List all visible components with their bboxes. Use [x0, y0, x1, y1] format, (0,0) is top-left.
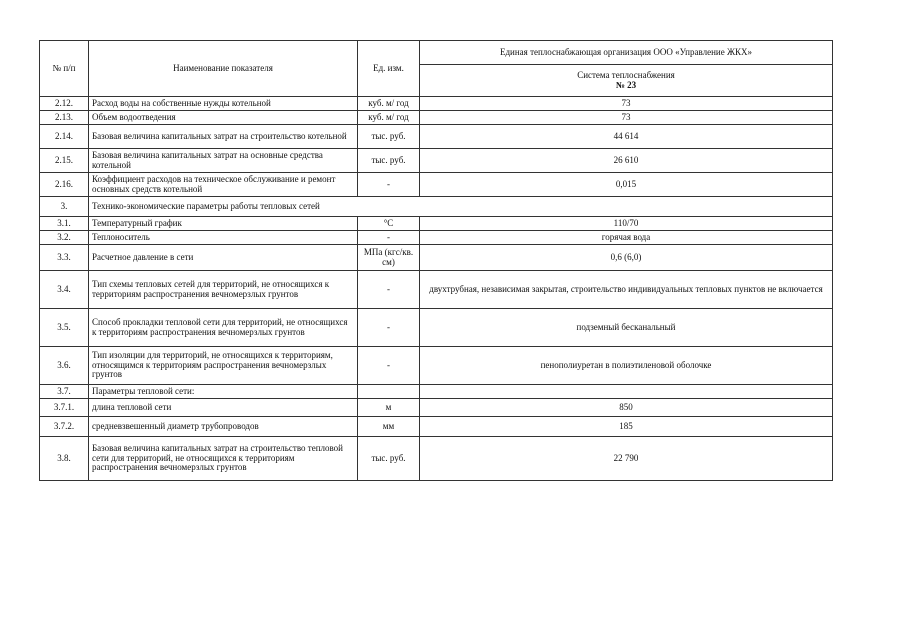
row-value: 44 614 [420, 125, 833, 149]
row-unit: мм [358, 417, 420, 437]
table-row [40, 417, 833, 437]
row-name: Расход воды на собственные нужды котельной [89, 97, 358, 111]
row-value: 73 [420, 97, 833, 111]
indicators-table [39, 40, 833, 481]
row-name: Базовая величина капитальных затрат на основные средства котельной [89, 149, 358, 173]
row-num: 2.12. [40, 97, 89, 111]
row-name: Тип изоляции для территорий, не относящихся к территориям, относящимся к территориям распространения вечномерзлых грунтов [89, 347, 358, 385]
header-org: Единая теплоснабжающая организация ООО «Управление ЖКХ» [420, 41, 833, 65]
table-row [40, 149, 833, 173]
row-unit: тыс. руб. [358, 437, 420, 481]
row-num: 3.6. [40, 347, 89, 385]
row-value: двухтрубная, независимая закрытая, строительство индивидуальных тепловых пунктов не включается [420, 271, 833, 309]
row-num: 3.8. [40, 437, 89, 481]
row-unit: куб. м/ год [358, 97, 420, 111]
row-value: 0,015 [420, 173, 833, 197]
row-unit: - [358, 231, 420, 245]
row-name: Тип схемы тепловых сетей для территорий, не относящихся к территориям распространения вечномерзлых грунтов [89, 271, 358, 309]
row-value: пенополиуретан в полиэтиленовой оболочке [420, 347, 833, 385]
row-num: 3.7.2. [40, 417, 89, 437]
row-unit: - [358, 309, 420, 347]
row-num: 3.5. [40, 309, 89, 347]
header-name: Наименование показателя [89, 41, 358, 97]
table-row [40, 347, 833, 385]
table-row [40, 437, 833, 481]
table-row [40, 111, 833, 125]
row-unit [358, 385, 420, 399]
section-row [40, 197, 833, 217]
row-unit: - [358, 173, 420, 197]
row-name: Параметры тепловой сети: [89, 385, 358, 399]
row-value: 22 790 [420, 437, 833, 481]
row-value: 73 [420, 111, 833, 125]
table-row [40, 271, 833, 309]
row-name: Коэффициент расходов на техническое обслуживание и ремонт основных средств котельной [89, 173, 358, 197]
row-name: Базовая величина капитальных затрат на строительство тепловой сети для территорий, не относящихся к территориям распространения вечномерзлых грунтов [89, 437, 358, 481]
row-num: 3.2. [40, 231, 89, 245]
table-row [40, 245, 833, 271]
row-num: 3.3. [40, 245, 89, 271]
row-name: Способ прокладки тепловой сети для территорий, не относящихся к территориям распространения вечномерзлых грунтов [89, 309, 358, 347]
row-unit: тыс. руб. [358, 125, 420, 149]
header-num: № п/п [40, 41, 89, 97]
row-unit: °С [358, 217, 420, 231]
row-name: Объем водоотведения [89, 111, 358, 125]
table-row [40, 399, 833, 417]
section-title: Технико-экономические параметры работы тепловых сетей [89, 197, 833, 217]
row-unit: куб. м/ год [358, 111, 420, 125]
row-name: Расчетное давление в сети [89, 245, 358, 271]
row-name: Температурный график [89, 217, 358, 231]
row-value: горячая вода [420, 231, 833, 245]
row-unit: - [358, 347, 420, 385]
row-num: 2.14. [40, 125, 89, 149]
row-value: 110/70 [420, 217, 833, 231]
row-name: длина тепловой сети [89, 399, 358, 417]
row-unit: м [358, 399, 420, 417]
row-unit: МПа (кгс/кв. см) [358, 245, 420, 271]
header-row [40, 41, 833, 65]
row-name: Базовая величина капитальных затрат на строительство котельной [89, 125, 358, 149]
row-num: 3.7. [40, 385, 89, 399]
table-row [40, 125, 833, 149]
row-num: 3.1. [40, 217, 89, 231]
row-num: 3.7.1. [40, 399, 89, 417]
header-system [420, 65, 833, 97]
row-num: 3.4. [40, 271, 89, 309]
system-number: № 23 [615, 79, 637, 90]
row-value: 185 [420, 417, 833, 437]
row-value: 26 610 [420, 149, 833, 173]
row-num: 2.16. [40, 173, 89, 197]
row-unit: тыс. руб. [358, 149, 420, 173]
row-value: 0,6 (6,0) [420, 245, 833, 271]
row-unit: - [358, 271, 420, 309]
table-row [40, 217, 833, 231]
row-name: Теплоноситель [89, 231, 358, 245]
section-num: 3. [40, 197, 89, 217]
system-label: Система теплоснабжения [577, 69, 675, 80]
row-num: 2.13. [40, 111, 89, 125]
table-row [40, 309, 833, 347]
row-value: 850 [420, 399, 833, 417]
table-row [40, 231, 833, 245]
row-value [420, 385, 833, 399]
table-row [40, 173, 833, 197]
row-num: 2.15. [40, 149, 89, 173]
table-row [40, 97, 833, 111]
header-unit: Ед. изм. [358, 41, 420, 97]
row-name: средневзвешенный диаметр трубопроводов [89, 417, 358, 437]
row-value: подземный бесканальный [420, 309, 833, 347]
table-row [40, 385, 833, 399]
